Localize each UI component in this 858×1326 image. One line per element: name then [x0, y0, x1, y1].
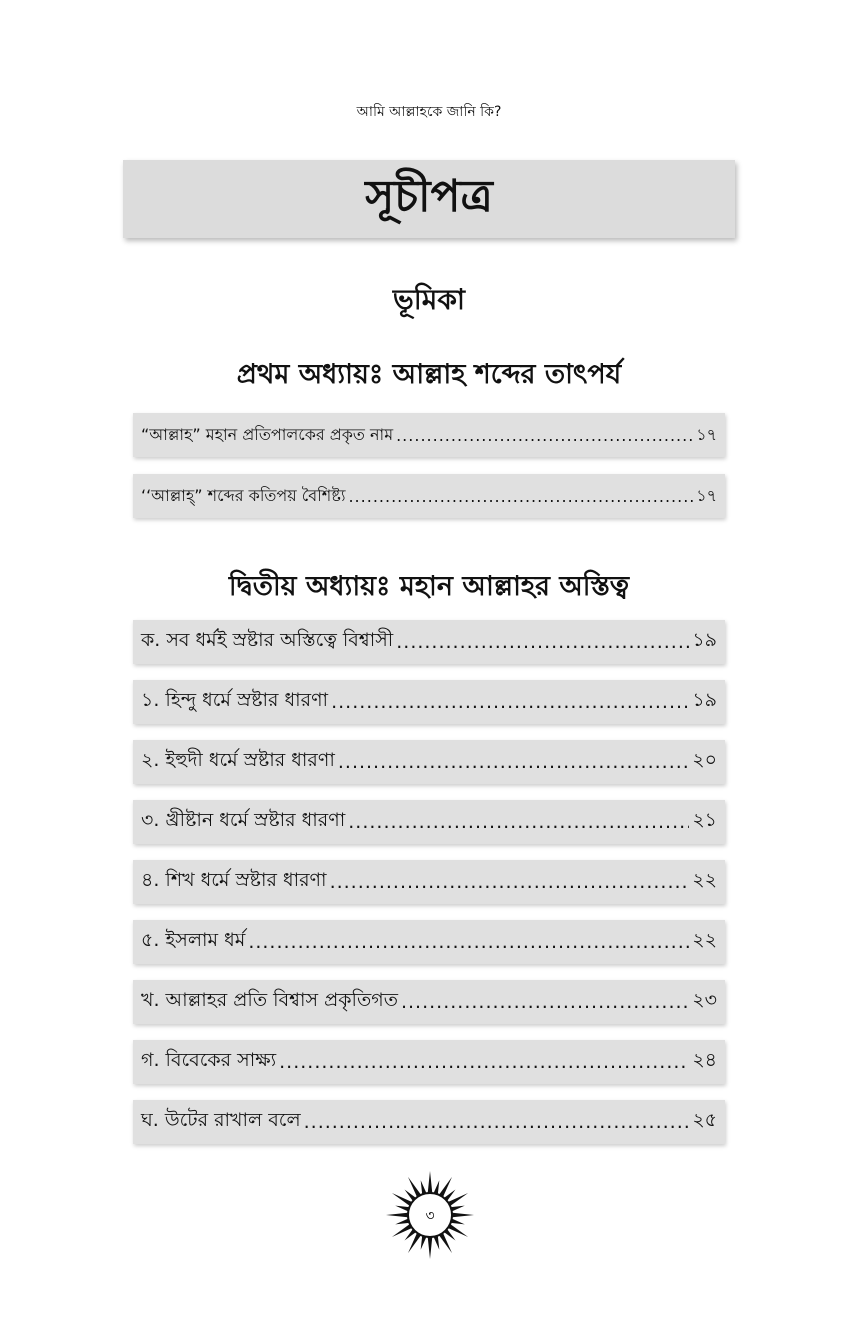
toc-entry-label: ৩. খ্রীষ্টান ধর্মে স্রষ্টার ধারণা: [141, 809, 346, 831]
toc-entry-label: “আল্লাহ” মহান প্রতিপালকের প্রকৃত নাম: [141, 424, 394, 444]
toc-entry[interactable]: [133, 740, 725, 784]
chapter1-heading: প্রথম অধ্যায়ঃ আল্লাহ শব্দের তাৎপর্য: [236, 359, 622, 390]
dot-leader: [279, 1051, 689, 1073]
toc-entry-page: ২৪: [692, 1049, 717, 1071]
toc-entry[interactable]: [133, 980, 725, 1024]
dot-leader: [304, 1111, 690, 1133]
toc-entry-page: ১৭: [696, 424, 717, 444]
toc-entry-page: ২৩: [692, 989, 717, 1011]
dot-leader: [331, 691, 689, 713]
dot-leader: [348, 487, 693, 506]
toc-entry-page: ১৯: [692, 629, 717, 651]
toc-entry-page: ২১: [692, 809, 717, 831]
toc-entry[interactable]: [133, 920, 725, 964]
toc-entry-label: ১. হিন্দু ধর্মে স্রষ্টার ধারণা: [141, 689, 329, 711]
toc-entry-page: ২২: [692, 929, 717, 951]
dot-leader: [401, 991, 689, 1013]
toc-entry-page: ১৯: [692, 689, 717, 711]
intro-heading: ভূমিকা: [392, 283, 466, 316]
toc-entry-page: ১৭: [696, 485, 717, 505]
toc-entry[interactable]: [133, 413, 725, 457]
toc-entry-page: ২২: [692, 869, 717, 891]
chapter2-heading: দ্বিতীয় অধ্যায়ঃ মহান আল্লাহর অস্তিত্ব: [228, 571, 630, 602]
toc-entry-label: ২. ইহুদী ধর্মে স্রষ্টার ধারণা: [141, 749, 335, 771]
dot-leader: [348, 811, 689, 833]
toc-entry[interactable]: [133, 860, 725, 904]
toc-entry-page: ২০: [692, 749, 717, 771]
toc-entry-page: ২৫: [692, 1109, 717, 1131]
toc-entry-label: ‘‘আল্লাহ্” শব্দের কতিপয় বৈশিষ্ট্য: [141, 485, 346, 505]
toc-entry-label: ক. সব ধর্মই স্রষ্টার অস্তিত্বে বিশ্বাসী: [141, 629, 394, 651]
toc-entry[interactable]: [133, 800, 725, 844]
toc-entry-label: ৪. শিখ ধর্মে স্রষ্টার ধারণা: [141, 869, 327, 891]
page-number: ৩: [425, 1208, 435, 1224]
dot-leader: [330, 871, 690, 893]
toc-entry-label: গ. বিবেকের সাক্ষ্য: [141, 1049, 277, 1071]
page-title: সূচীপত্র: [123, 160, 735, 238]
toc-entry[interactable]: [133, 680, 725, 724]
toc-entry[interactable]: [133, 1040, 725, 1084]
dot-leader: [396, 631, 689, 653]
dot-leader: [396, 426, 693, 445]
toc-entry[interactable]: [133, 620, 725, 664]
toc-entry-label: খ. আল্লাহর প্রতি বিশ্বাস প্রকৃতিগত: [141, 989, 398, 1011]
toc-entry-label: ৫. ইসলাম ধর্ম: [141, 929, 246, 951]
toc-entry[interactable]: [133, 474, 725, 518]
toc-entry-label: ঘ. উটের রাখাল বলে: [141, 1109, 301, 1131]
sun-ornament-icon: [385, 1170, 475, 1260]
toc-entry[interactable]: [133, 1100, 725, 1144]
dot-leader: [338, 751, 689, 773]
dot-leader: [248, 931, 689, 953]
running-header: আমি আল্লাহকে জানি কি?: [356, 104, 502, 120]
